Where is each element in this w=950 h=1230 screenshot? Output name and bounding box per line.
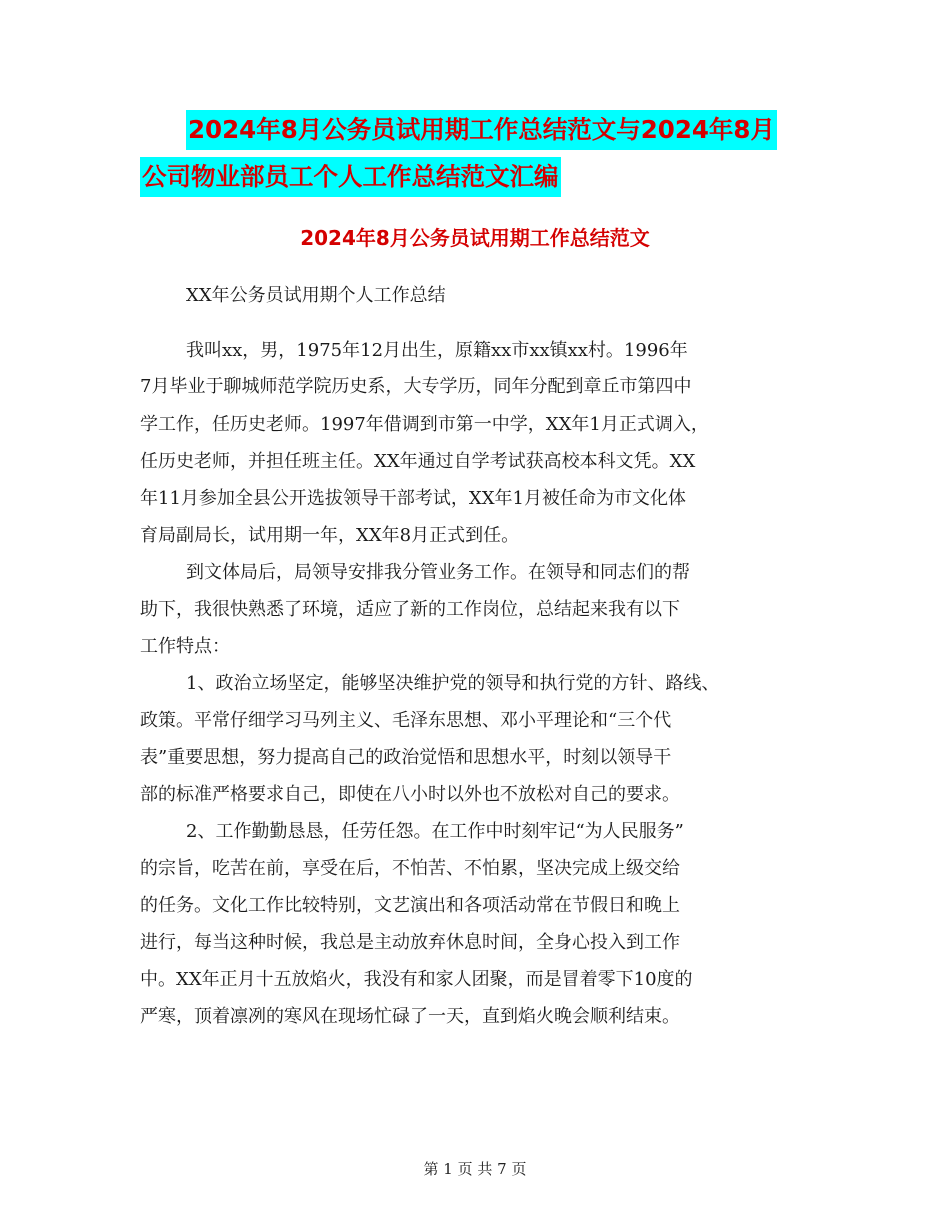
body-line: 7月毕业于聊城师范学院历史系，大专学历，同年分配到章丘市第四中 [140,376,692,397]
page-number: 第 1 页 共 7 页 [423,1160,527,1178]
title-line-2: 公司物业部员工个人工作总结范文汇编 [140,157,561,197]
body-line: 2、工作勤勤恳恳，任劳任怨。在工作中时刻牢记“为人民服务” [186,821,684,842]
body-line: 部的标准严格要求自己，即使在八小时以外也不放松对自己的要求。 [140,784,680,805]
body-line: 工作特点： [140,636,230,657]
body-line: 年11月参加全县公开选拔领导干部考试，XX年1月被任命为市文化体 [140,488,686,509]
body-line: XX年公务员试用期个人工作总结 [186,285,446,306]
body-line: 的宗旨，吃苦在前，享受在后，不怕苦、不怕累，坚决完成上级交给 [140,858,680,879]
body-line: 进行，每当这种时候，我总是主动放弃休息时间，全身心投入到工作 [140,932,680,953]
body-line: 政策。平常仔细学习马列主义、毛泽东思想、邓小平理论和“三个代 [140,710,672,731]
body-line: 的任务。文化工作比较特别，文艺演出和各项活动常在节假日和晚上 [140,895,680,916]
section-title: 2024年8月公务员试用期工作总结范文 [300,226,650,250]
body-line: 表”重要思想，努力提高自己的政治觉悟和思想水平，时刻以领导干 [140,747,672,768]
body-line: 到文体局后，局领导安排我分管业务工作。在领导和同志们的帮 [186,562,690,583]
body-line: 严寒，顶着凛冽的寒风在现场忙碌了一天，直到焰火晚会顺利结束。 [140,1006,680,1027]
body-line: 我叫xx，男，1975年12月出生，原籍xx市xx镇xx村。1996年 [186,340,688,361]
body-line: 学工作，任历史老师。1997年借调到市第一中学，XX年1月正式调入， [140,414,709,435]
body-line: 中。XX年正月十五放焰火，我没有和家人团聚，而是冒着零下10度的 [140,969,693,990]
body-line: 1、政治立场坚定，能够坚决维护党的领导和执行党的方针、路线、 [186,673,720,694]
body-line: 助下，我很快熟悉了环境，适应了新的工作岗位，总结起来我有以下 [140,599,680,620]
body-line: 任历史老师，并担任班主任。XX年通过自学考试获高校本科文凭。XX [140,451,696,472]
body-line: 育局副局长，试用期一年，XX年8月正式到任。 [140,525,520,546]
title-line-1: 2024年8月公务员试用期工作总结范文与2024年8月 [186,110,777,150]
